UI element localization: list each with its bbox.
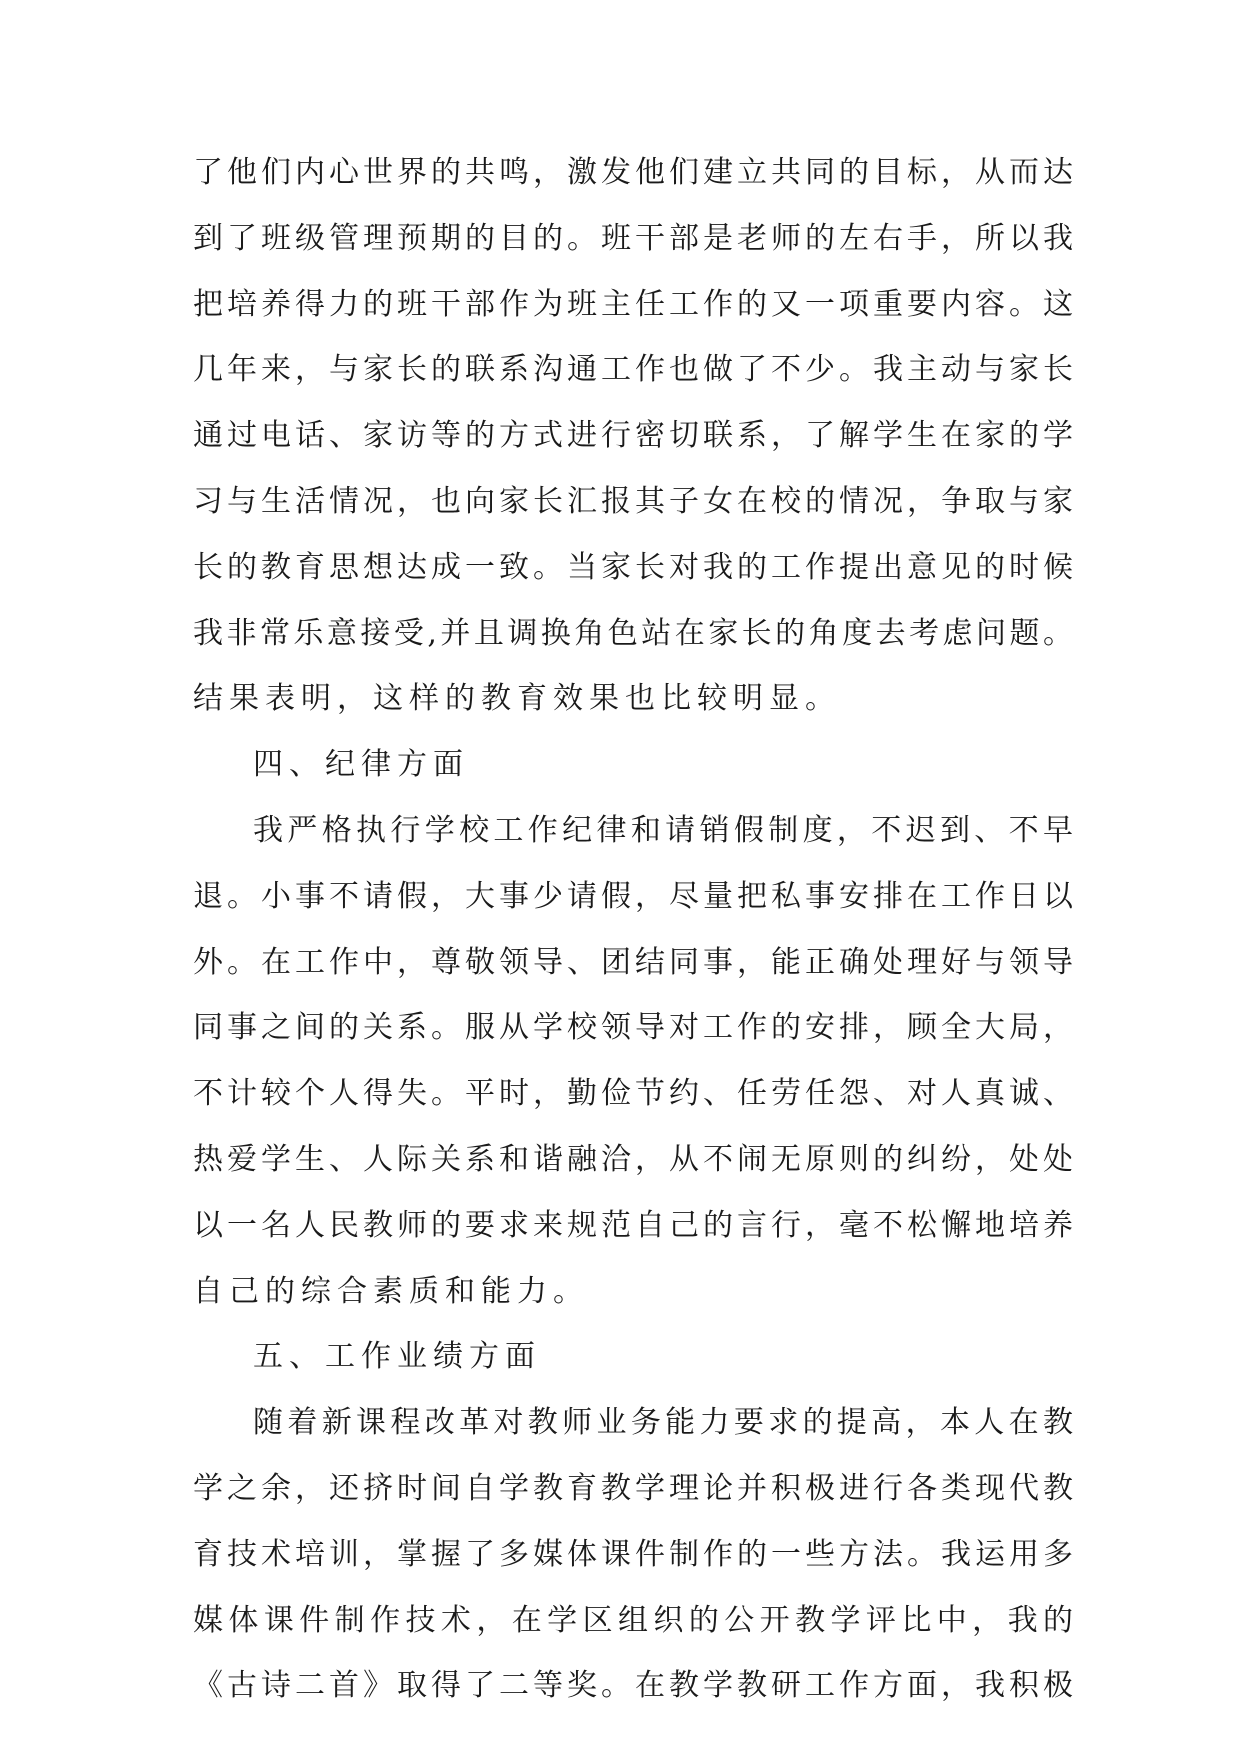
- text-line: 外。在工作中，尊敬领导、团结同事，能正确处理好与领导: [193, 945, 1073, 980]
- text-line: 学之余，还挤时间自学教育教学理论并积极进行各类现代教: [193, 1471, 1073, 1506]
- text-line: 结果表明，这样的教育效果也比较明显。: [193, 681, 841, 716]
- text-line: 习与生活情况，也向家长汇报其子女在校的情况，争取与家: [193, 484, 1073, 519]
- text-line: 同事之间的关系。服从学校领导对工作的安排，顾全大局，: [193, 1010, 1073, 1045]
- text-line: 到了班级管理预期的目的。班干部是老师的左右手，所以我: [193, 221, 1073, 256]
- text-line: 以一名人民教师的要求来规范自己的言行，毫不松懈地培养: [193, 1208, 1073, 1243]
- text-line: 了他们内心世界的共鸣，激发他们建立共同的目标，从而达: [193, 155, 1073, 190]
- text-line: 退。小事不请假，大事少请假，尽量把私事安排在工作日以: [193, 879, 1073, 914]
- text-line: 我非常乐意接受,并且调换角色站在家长的角度去考虑问题。: [193, 616, 1073, 651]
- text-line: 随着新课程改革对教师业务能力要求的提高，本人在教: [253, 1405, 1073, 1440]
- text-line: 《古诗二首》取得了二等奖。在教学教研工作方面，我积极: [193, 1668, 1073, 1703]
- section-heading: 四、纪律方面: [253, 747, 469, 782]
- text-line: 长的教育思想达成一致。当家长对我的工作提出意见的时候: [193, 550, 1073, 585]
- text-line: 通过电话、家访等的方式进行密切联系，了解学生在家的学: [193, 418, 1073, 453]
- text-line: 把培养得力的班干部作为班主任工作的又一项重要内容。这: [193, 287, 1073, 322]
- text-line: 热爱学生、人际关系和谐融洽，从不闹无原则的纠纷，处处: [193, 1142, 1073, 1177]
- text-line: 育技术培训，掌握了多媒体课件制作的一些方法。我运用多: [193, 1537, 1073, 1572]
- text-line: 不计较个人得失。平时，勤俭节约、任劳任怨、对人真诚、: [193, 1076, 1073, 1111]
- section-heading: 五、工作业绩方面: [253, 1339, 541, 1374]
- text-line: 我严格执行学校工作纪律和请销假制度，不迟到、不早: [253, 813, 1073, 848]
- text-line: 自己的综合素质和能力。: [193, 1274, 589, 1309]
- text-line: 几年来，与家长的联系沟通工作也做了不少。我主动与家长: [193, 352, 1073, 387]
- text-line: 媒体课件制作技术，在学区组织的公开教学评比中，我的: [193, 1603, 1073, 1638]
